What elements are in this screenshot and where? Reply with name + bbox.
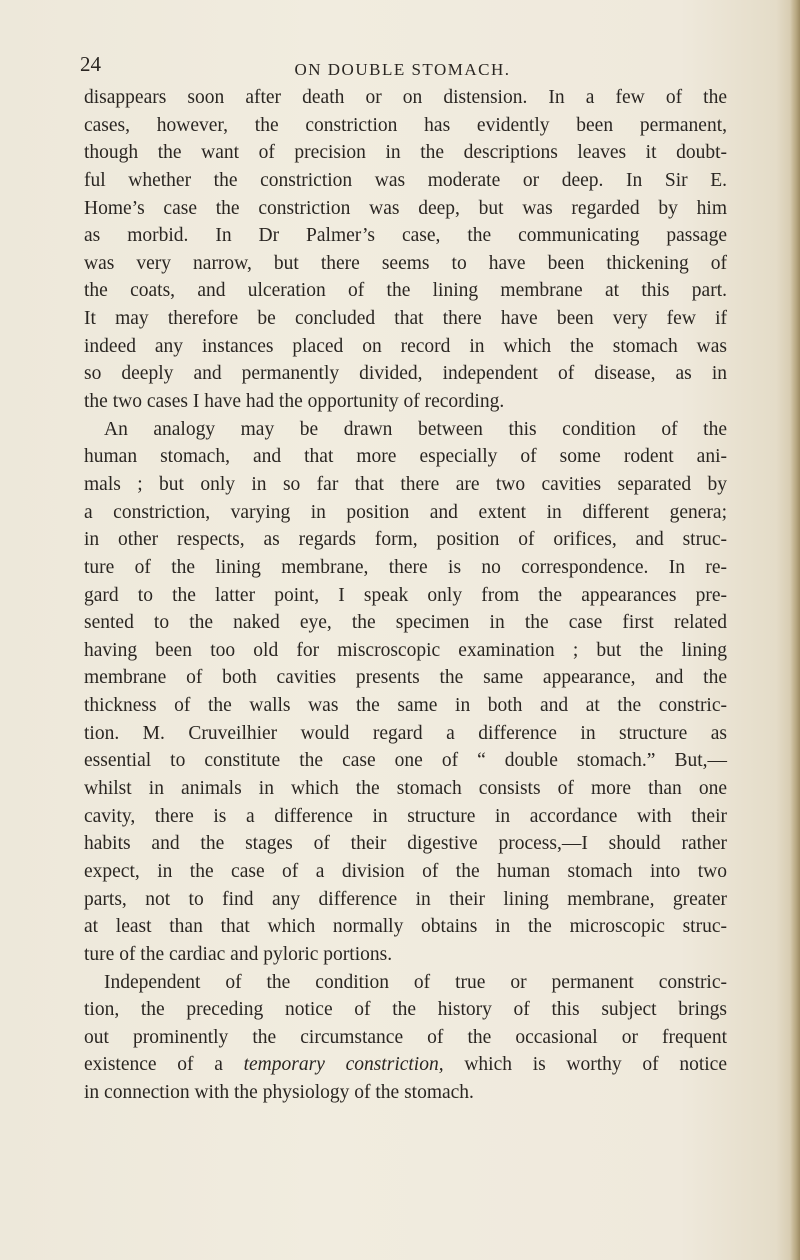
text-line: expect, in the case of a division of the human stomach into two: [84, 860, 727, 882]
text-line: thickness of the walls was the same in both and at the constric-: [84, 695, 727, 717]
text-line: the coats, and ulceration of the lining membrane at this part.: [84, 280, 727, 302]
text-line: in other respects, as regards form, position of orifices, and struc-: [84, 529, 727, 551]
text-line: out prominently the circumstance of the occasional or frequent: [84, 1026, 727, 1048]
text-line: ture of the cardiac and pyloric portions.: [84, 943, 393, 965]
text-line: mals ; but only in so far that there are two cavities separated by: [84, 473, 727, 495]
text-line: ful whether the constriction was moderate or deep. In Sir E.: [84, 169, 727, 191]
text-segment: which is worthy of notice: [443, 1054, 727, 1076]
text-line: human stomach, and that more especially of some rodent ani-: [84, 446, 727, 468]
text-line: cases, however, the constriction has evidently been permanent,: [84, 114, 727, 136]
text-line: Home’s case the constriction was deep, but was regarded by him: [84, 197, 727, 219]
text-line: tion, the preceding notice of the history of this subject brings: [84, 999, 727, 1021]
text-line: sented to the naked eye, the specimen in the case first related: [84, 612, 727, 634]
text-line: membrane of both cavities presents the same appearance, and the: [84, 667, 727, 689]
text-line: at least than that which normally obtains in the microscopic struc-: [84, 916, 727, 938]
text-line: indeed any instances placed on record in which the stomach was: [84, 335, 727, 357]
page-edge: [790, 0, 800, 1260]
running-title: ON DOUBLE STOMACH.: [294, 60, 511, 79]
text-line: cavity, there is a difference in structure in accordance with their: [84, 805, 727, 827]
text-line: the two cases I have had the opportunity of recording.: [84, 391, 505, 413]
text-line: essential to constitute the case one of “ double stomach.” But,—: [84, 750, 727, 772]
text-line: in connection with the physiology of the stomach.: [84, 1082, 474, 1104]
text-segment: existence of a: [84, 1054, 244, 1076]
page-number: 24: [80, 52, 101, 76]
text-line: having been too old for miscroscopic examination ; but the lining: [84, 639, 727, 661]
page-header: [80, 52, 725, 82]
text-line: ture of the lining membrane, there is no correspondence. In re-: [84, 556, 727, 578]
text-line: a constriction, varying in position and extent in different genera;: [84, 501, 727, 523]
text-line: parts, not to find any difference in their lining membrane, greater: [84, 888, 727, 910]
text-line: tion. M. Cruveilhier would regard a difference in structure as: [84, 722, 727, 744]
text-line: It may therefore be concluded that there have been very few if: [84, 308, 727, 330]
text-line: [84, 1051, 727, 1079]
text-line: was very narrow, but there seems to have been thickening of: [84, 252, 727, 274]
text-line: An analogy may be drawn between this condition of the: [104, 418, 727, 440]
text-line: though the want of precision in the descriptions leaves it doubt-: [84, 142, 727, 164]
italic-phrase: temporary constriction,: [243, 1054, 444, 1076]
text-line: so deeply and permanently divided, independent of disease, as in: [84, 363, 727, 385]
text-line: whilst in animals in which the stomach consists of more than one: [84, 778, 727, 800]
text-line: habits and the stages of their digestive process,—I should rather: [84, 833, 727, 855]
text-line: gard to the latter point, I speak only from the appearances pre-: [84, 584, 727, 606]
text-line: disappears soon after death or on distension. In a few of the: [84, 87, 727, 108]
text-line: Independent of the condition of true or permanent constric-: [104, 971, 727, 993]
text-line: as morbid. In Dr Palmer’s case, the communicating passage: [84, 225, 727, 247]
body-text: [84, 84, 727, 1107]
